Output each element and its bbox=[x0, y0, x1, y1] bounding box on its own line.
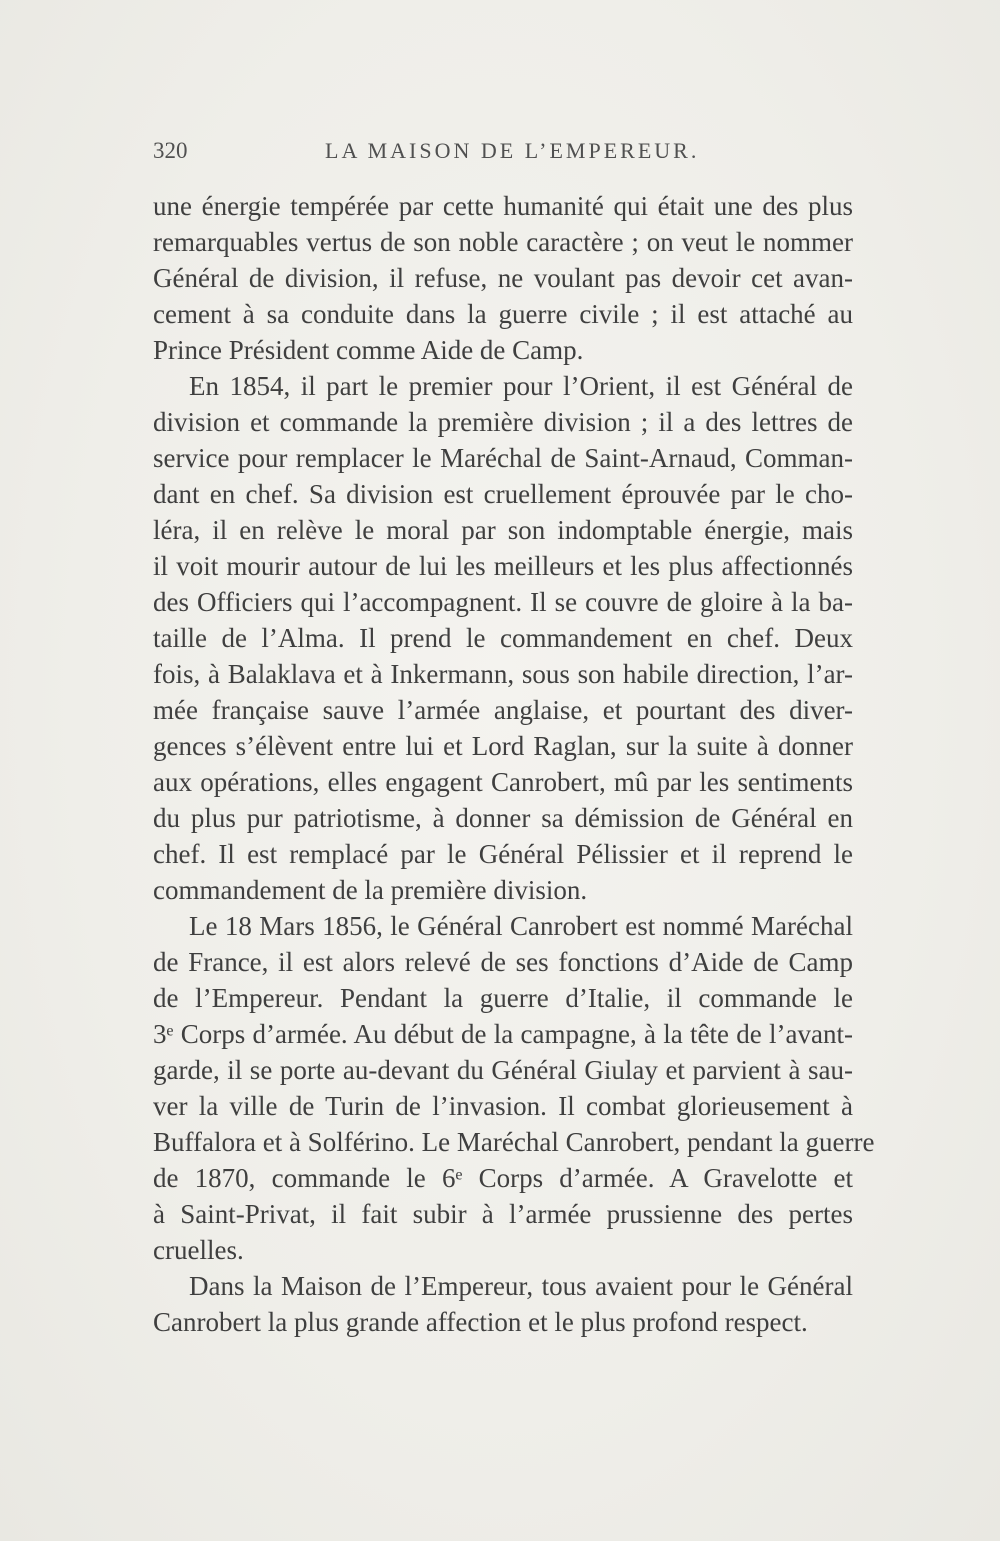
text-line: En 1854, il part le premier pour l’Orient, il est Général de bbox=[189, 371, 853, 401]
text-line: 3ᵉ Corps d’armée. Au début de la campagne, à la tête de l’avant- bbox=[153, 1019, 853, 1049]
text-line: de 1870, commande le 6ᵉ Corps d’armée. A Gravelotte et bbox=[153, 1163, 853, 1193]
text-line: gences s’élèvent entre lui et Lord Raglan, sur la suite à donner bbox=[153, 731, 853, 761]
text-line: taille de l’Alma. Il prend le commandement en chef. Deux bbox=[153, 623, 853, 653]
text-line: cement à sa conduite dans la guerre civile ; il est attaché au bbox=[153, 299, 853, 329]
text-line: commandement de la première division. bbox=[153, 875, 588, 905]
text-line: mée française sauve l’armée anglaise, et pourtant des diver- bbox=[153, 695, 853, 725]
text-line: aux opérations, elles engagent Canrobert, mû par les sentiments bbox=[153, 767, 853, 797]
text-line: à Saint-Privat, il fait subir à l’armée prussienne des pertes bbox=[153, 1199, 853, 1229]
text-line: il voit mourir autour de lui les meilleurs et les plus affectionnés bbox=[153, 551, 853, 581]
text-line: chef. Il est remplacé par le Général Pélissier et il reprend le bbox=[153, 839, 853, 869]
running-title: LA MAISON DE L’EMPEREUR. bbox=[325, 138, 700, 163]
page-number: 320 bbox=[153, 138, 188, 163]
text-line: des Officiers qui l’accompagnent. Il se couvre de gloire à la ba- bbox=[153, 587, 853, 617]
text-line: cruelles. bbox=[153, 1235, 244, 1265]
text-line: de France, il est alors relevé de ses fonctions d’Aide de Camp bbox=[153, 947, 853, 977]
text-line: garde, il se porte au-devant du Général Giulay et parvient à sau- bbox=[153, 1055, 853, 1085]
page-header bbox=[153, 138, 853, 172]
text-line: du plus pur patriotisme, à donner sa démission de Général en bbox=[153, 803, 853, 833]
text-line: léra, il en relève le moral par son indomptable énergie, mais bbox=[153, 515, 853, 545]
text-line: division et commande la première division ; il a des lettres de bbox=[153, 407, 853, 437]
text-line: Dans la Maison de l’Empereur, tous avaient pour le Général bbox=[189, 1271, 853, 1301]
body-text bbox=[153, 188, 875, 1340]
text-line: une énergie tempérée par cette humanité qui était une des plus bbox=[153, 191, 853, 221]
text-line: ver la ville de Turin de l’invasion. Il combat glorieusement à bbox=[153, 1091, 853, 1121]
text-line: service pour remplacer le Maréchal de Saint-Arnaud, Comman- bbox=[153, 443, 853, 473]
text-line: Général de division, il refuse, ne voulant pas devoir cet avan- bbox=[153, 263, 853, 293]
text-line: dant en chef. Sa division est cruellement éprouvée par le cho- bbox=[153, 479, 853, 509]
text-line: Canrobert la plus grande affection et le plus profond respect. bbox=[153, 1307, 808, 1337]
text-line: Prince Président comme Aide de Camp. bbox=[153, 335, 584, 365]
text-line: fois, à Balaklava et à Inkermann, sous son habile direction, l’ar- bbox=[153, 659, 853, 689]
text-line: de l’Empereur. Pendant la guerre d’Italie, il commande le bbox=[153, 983, 853, 1013]
text-line: Buffalora et à Solférino. Le Maréchal Canrobert, pendant la guerre bbox=[153, 1127, 875, 1157]
text-line: Le 18 Mars 1856, le Général Canrobert est nommé Maréchal bbox=[189, 911, 853, 941]
text-line: remarquables vertus de son noble caractère ; on veut le nommer bbox=[153, 227, 853, 257]
